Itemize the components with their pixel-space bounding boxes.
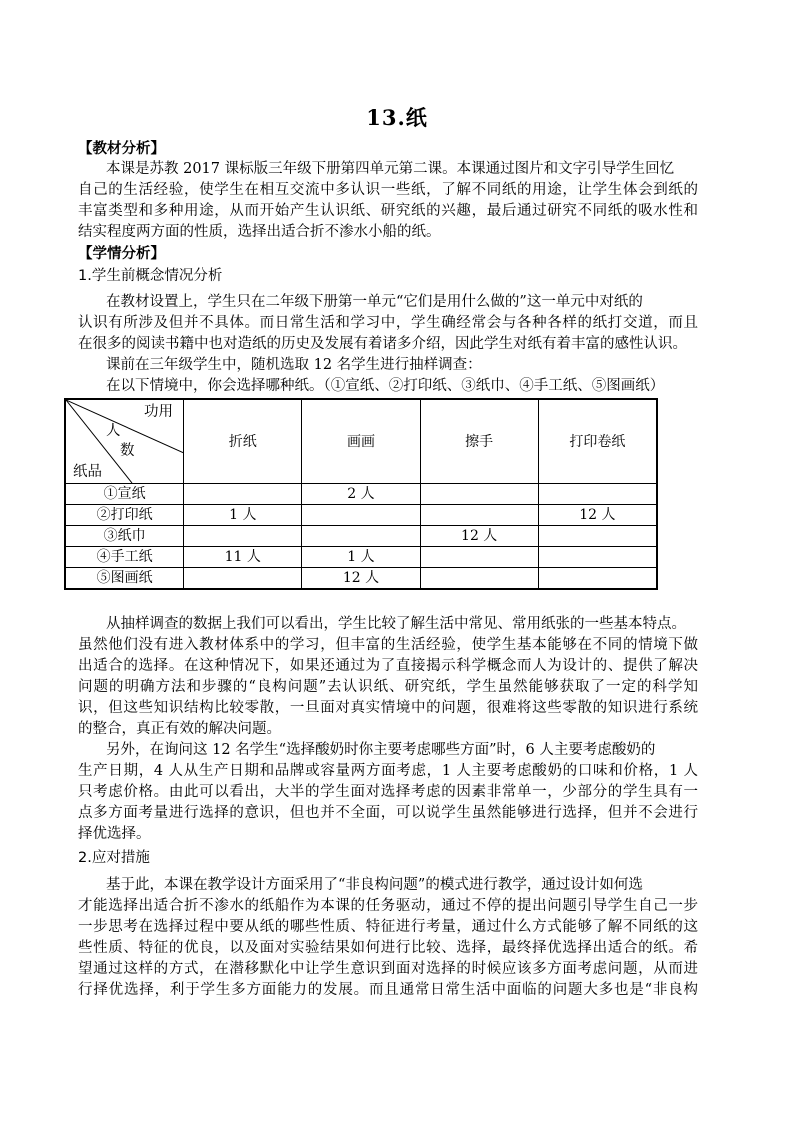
paragraph-line: 出适合的选择。在这种情况下，如果还通过为了直接揭示科学概念而人为设计的、提供了解决 [78, 658, 698, 674]
column-header: 折纸 [184, 399, 302, 484]
table-row [65, 526, 657, 547]
table-cell: 1 人 [184, 505, 302, 526]
table-row [65, 505, 657, 526]
paragraph-line: 认识有所涉及但并不具体。而日常生活和学习中，学生确经常会与各种各样的纸打交道，而且 [78, 315, 698, 331]
table-cell [184, 526, 302, 547]
table-cell [538, 484, 657, 505]
page-title: 13.纸 [366, 105, 428, 130]
table-cell [538, 568, 657, 590]
paragraph-line: 问题的明确方法和步骤的“良构问题”去认识纸、研究纸，学生虽然能够获取了一定的科学知 [78, 679, 698, 695]
subheading-measures: 2.应对措施 [78, 850, 150, 866]
paragraph-line: 择优选择。 [78, 826, 151, 842]
column-header: 打印卷纸 [538, 399, 657, 484]
paragraph-line: 些性质、特征的优良，以及面对实验结果如何进行比较、选择，最终择优选择出适合的纸。希 [78, 940, 698, 956]
row-label: ⑤图画纸 [65, 568, 184, 590]
paragraph-line: 基于此，本课在教学设计方面采用了“非良构问题”的模式进行教学，通过设计如何选 [106, 877, 643, 893]
paragraph-line: 的整合，真正有效的解决问题。 [78, 721, 281, 737]
paragraph-line: 虽然他们没有进入教材体系中的学习，但丰富的生活经验，使学生基本能够在不同的情境下做 [78, 637, 698, 653]
table-cell: 12 人 [538, 505, 657, 526]
row-label: ②打印纸 [65, 505, 184, 526]
corner-label-paper: 纸品 [73, 464, 102, 480]
paragraph-line: 识，但这些知识结构比较零散，一旦面对真实情境中的问题，很难将这些零散的知识进行系统 [78, 700, 698, 716]
table-cell [420, 568, 538, 590]
paragraph-line: 本课是苏教 2017 课标版三年级下册第四单元第二课。本课通过图片和文字引导学生回忆 [106, 161, 675, 177]
paragraph-line: 从抽样调查的数据上我们可以看出，学生比较了解生活中常见、常用纸张的一些基本特点。 [106, 616, 686, 632]
table-cell: 12 人 [302, 568, 420, 590]
heading-textbook-analysis: 【教材分析】 [78, 140, 165, 157]
paragraph-line: 行择优选择，利于学生多方面能力的发展。而且通常日常生活中面临的问题大多也是“非良构 [78, 982, 698, 998]
table-header-row [65, 399, 657, 484]
table-corner-cell [65, 399, 184, 484]
table-cell [538, 547, 657, 568]
table-cell: 1 人 [302, 547, 420, 568]
table-cell [184, 484, 302, 505]
table-cell [302, 526, 420, 547]
table-cell: 12 人 [420, 526, 538, 547]
paragraph-line: 丰富类型和多种用途，从而开始产生认识纸、研究纸的兴趣，最后通过研究不同纸的吸水性和 [78, 203, 698, 219]
paragraph-line: 只考虑价格。由此可以看出，大半的学生面对选择考虑的因素非常单一，少部分的学生具有一 [78, 784, 698, 800]
table-cell [538, 526, 657, 547]
table-row [65, 568, 657, 590]
table-row [65, 484, 657, 505]
corner-label-count: 人 [106, 423, 121, 439]
row-label: ①宣纸 [65, 484, 184, 505]
table-row [65, 547, 657, 568]
column-header: 擦手 [420, 399, 538, 484]
paragraph-line: 生产日期，4 人从生产日期和品牌或容量两方面考虑，1 人主要考虑酸奶的口味和价格，1 人 [78, 763, 698, 779]
paragraph-line: 自己的生活经验，使学生在相互交流中多认识一些纸，了解不同纸的用途，让学生体会到纸的 [78, 182, 698, 198]
heading-student-analysis: 【学情分析】 [78, 245, 165, 262]
table-cell [420, 505, 538, 526]
table-cell: 11 人 [184, 547, 302, 568]
paragraph-line: 另外，在询问这 12 名学生“选择酸奶时你主要考虑哪些方面”时，6 人主要考虑酸奶的 [106, 742, 656, 758]
paragraph-line: 在很多的阅读书籍中也对造纸的历史及发展有着诸多介绍，因此学生对纸有着丰富的感性认识。 [78, 336, 687, 352]
table-cell [302, 505, 420, 526]
column-header: 画画 [302, 399, 420, 484]
paragraph-line: 一步思考在选择过程中要从纸的哪些性质、特征进行考量，通过什么方式能够了解不同纸的这 [78, 919, 698, 935]
survey-table [64, 398, 658, 590]
table-cell [420, 484, 538, 505]
paragraph-line: 望通过这样的方式，在潜移默化中让学生意识到面对选择的时候应该多方面考虑问题，从而进 [78, 961, 698, 977]
paragraph-line: 在以下情境中，你会选择哪种纸。（①宣纸、②打印纸、③纸巾、④手工纸、⑤图画纸） [106, 378, 665, 394]
subheading-preconceptions: 1.学生前概念情况分析 [78, 268, 223, 284]
paragraph-line: 在教材设置上，学生只在二年级下册第一单元“它们是用什么做的”这一单元中对纸的 [106, 294, 643, 310]
table-cell [420, 547, 538, 568]
table-cell: 2 人 [302, 484, 420, 505]
paragraph-line: 才能选择出适合折不渗水的纸船作为本课的任务驱动，通过不停的提出问题引导学生自己一步 [78, 898, 698, 914]
row-label: ④手工纸 [65, 547, 184, 568]
paragraph-line: 点多方面考量进行选择的意识，但也并不全面，可以说学生虽然能够进行选择，但并不会进行 [78, 805, 698, 821]
table-cell [184, 568, 302, 590]
row-label: ③纸巾 [65, 526, 184, 547]
corner-label-function: 功用 [144, 404, 173, 420]
paragraph-line: 课前在三年级学生中，随机选取 12 名学生进行抽样调查： [106, 357, 482, 373]
paragraph-line: 结实程度两方面的性质，选择出适合折不渗水小船的纸。 [78, 224, 441, 240]
corner-label-count: 数 [120, 443, 135, 459]
